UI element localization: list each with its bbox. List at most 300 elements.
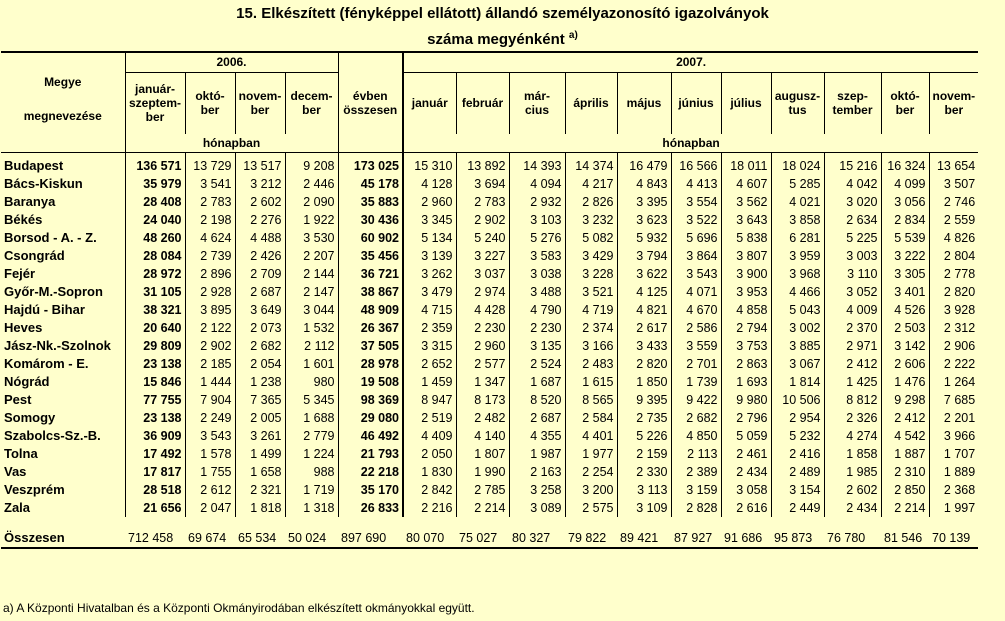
cell-value: 7 904 — [185, 391, 235, 409]
cell-value: 1 990 — [456, 463, 509, 481]
county-name: Tolna — [4, 445, 38, 461]
cell-value: 3 135 — [509, 337, 565, 355]
cell-value: 1 985 — [824, 463, 881, 481]
cell-value: 28 408 — [125, 193, 185, 211]
cell-value: 3 401 — [881, 283, 929, 301]
county-name: Heves — [4, 319, 43, 335]
cell-value: 2 928 — [185, 283, 235, 301]
cell-value: 4 719 — [565, 301, 617, 319]
cell-value: 2 222 — [929, 355, 978, 373]
cell-value: 2 276 — [235, 211, 285, 229]
cell-value: 2 735 — [617, 409, 671, 427]
cell-value: 2 185 — [185, 355, 235, 373]
table-row — [1, 445, 978, 463]
cell-value: 4 071 — [671, 283, 721, 301]
cell-value: 16 479 — [617, 157, 671, 175]
cell-value: 1 858 — [824, 445, 881, 463]
header-2007-col-9: októ- ber — [881, 72, 929, 134]
cell-value: 1 707 — [929, 445, 978, 463]
cell-value: 4 409 — [403, 427, 456, 445]
cell-value: 2 214 — [881, 499, 929, 517]
cell-value: 1 850 — [617, 373, 671, 391]
cell-value: 2 446 — [285, 175, 338, 193]
cell-value: 2 960 — [403, 193, 456, 211]
cell-value: 23 138 — [125, 355, 185, 373]
cell-value: 4 021 — [771, 193, 824, 211]
header-2007-col-7: augusz- tus — [771, 72, 824, 134]
cell-value: 2 906 — [929, 337, 978, 355]
cell-value: 2 783 — [185, 193, 235, 211]
cell-value: 1 224 — [285, 445, 338, 463]
cell-value: 3 530 — [285, 229, 338, 247]
cell-value: 3 543 — [185, 427, 235, 445]
header-2007-col-10: novem- ber — [929, 72, 978, 134]
cell-value: 91 686 — [721, 517, 771, 548]
cell-value: 1 578 — [185, 445, 235, 463]
cell-value: 2 779 — [285, 427, 338, 445]
cell-value: 4 843 — [617, 175, 671, 193]
cell-value: 3 109 — [617, 499, 671, 517]
cell-value: 1 476 — [881, 373, 929, 391]
cell-value: 2 682 — [235, 337, 285, 355]
cell-value: 1 687 — [509, 373, 565, 391]
cell-value: 4 466 — [771, 283, 824, 301]
header-year-2006: 2006. — [125, 52, 338, 72]
table-row — [1, 373, 978, 391]
cell-value: 80 070 — [403, 517, 456, 548]
table-row — [1, 355, 978, 373]
cell-value: 2 434 — [721, 463, 771, 481]
cell-value: 3 003 — [824, 247, 881, 265]
cell-value: 3 139 — [403, 247, 456, 265]
cell-value: 21 793 — [338, 445, 403, 463]
cell-value: 1 997 — [929, 499, 978, 517]
cell-value: 3 543 — [671, 265, 721, 283]
cell-value: 3 315 — [403, 337, 456, 355]
cell-value: 2 050 — [403, 445, 456, 463]
cell-value: 2 682 — [671, 409, 721, 427]
cell-value: 2 090 — [285, 193, 338, 211]
cell-value: 36 721 — [338, 265, 403, 283]
cell-value: 50 024 — [285, 517, 338, 548]
header-megye — [1, 52, 125, 152]
header-2007-col-1: február — [456, 72, 509, 134]
cell-value: 2 416 — [771, 445, 824, 463]
cell-value: 980 — [285, 373, 338, 391]
cell-value: 2 709 — [235, 265, 285, 283]
cell-value: 1 688 — [285, 409, 338, 427]
cell-value: 2 652 — [403, 355, 456, 373]
cell-value: 2 147 — [285, 283, 338, 301]
cell-value: 3 968 — [771, 265, 824, 283]
cell-value: 2 602 — [824, 481, 881, 499]
cell-value: 35 170 — [338, 481, 403, 499]
cell-value: 5 240 — [456, 229, 509, 247]
county-name: Bács-Kiskun — [4, 175, 83, 191]
cell-value: 5 226 — [617, 427, 671, 445]
cell-value: 3 227 — [456, 247, 509, 265]
cell-value: 4 488 — [235, 229, 285, 247]
cell-value: 1 615 — [565, 373, 617, 391]
cell-value: 2 482 — [456, 409, 509, 427]
county-name: Fejér — [4, 265, 36, 281]
cell-value: 30 436 — [338, 211, 403, 229]
cell-value: 69 674 — [185, 517, 235, 548]
cell-value: 3 858 — [771, 211, 824, 229]
cell-value: 2 426 — [235, 247, 285, 265]
cell-value: 18 011 — [721, 157, 771, 175]
table-row — [1, 301, 978, 319]
cell-value: 2 850 — [881, 481, 929, 499]
cell-value: 23 138 — [125, 409, 185, 427]
cell-value: 38 867 — [338, 283, 403, 301]
cell-value: 2 575 — [565, 499, 617, 517]
cell-value: 2 960 — [456, 337, 509, 355]
cell-value: 17 492 — [125, 445, 185, 463]
cell-value: 1 830 — [403, 463, 456, 481]
cell-value: 13 892 — [456, 157, 509, 175]
cell-value: 2 330 — [617, 463, 671, 481]
cell-value: 4 715 — [403, 301, 456, 319]
cell-value: 712 458 — [125, 517, 185, 548]
cell-value: 1 444 — [185, 373, 235, 391]
cell-value: 1 818 — [235, 499, 285, 517]
cell-value: 35 456 — [338, 247, 403, 265]
table-title — [0, 3, 1005, 51]
cell-value: 2 701 — [671, 355, 721, 373]
cell-value: 3 166 — [565, 337, 617, 355]
county-name: Zala — [4, 499, 31, 515]
cell-value: 3 154 — [771, 481, 824, 499]
cell-value: 98 369 — [338, 391, 403, 409]
cell-value: 2 971 — [824, 337, 881, 355]
cell-value: 3 228 — [565, 265, 617, 283]
table-row — [1, 409, 978, 427]
cell-value: 20 640 — [125, 319, 185, 337]
cell-value: 4 858 — [721, 301, 771, 319]
cell-value: 2 606 — [881, 355, 929, 373]
cell-value: 2 207 — [285, 247, 338, 265]
cell-value: 3 900 — [721, 265, 771, 283]
cell-value: 89 421 — [617, 517, 671, 548]
cell-value: 1 347 — [456, 373, 509, 391]
county-name: Borsod - A. - Z. — [4, 229, 97, 245]
cell-value: 2 216 — [403, 499, 456, 517]
cell-value: 1 887 — [881, 445, 929, 463]
cell-value: 3 222 — [881, 247, 929, 265]
cell-value: 3 966 — [929, 427, 978, 445]
cell-value: 4 274 — [824, 427, 881, 445]
county-name: Vas — [4, 463, 27, 479]
cell-value: 1 238 — [235, 373, 285, 391]
cell-value: 2 820 — [617, 355, 671, 373]
cell-value: 9 980 — [721, 391, 771, 409]
cell-value: 2 796 — [721, 409, 771, 427]
header-honapban-2006: hónapban — [125, 134, 338, 152]
cell-value: 3 089 — [509, 499, 565, 517]
cell-value: 5 134 — [403, 229, 456, 247]
cell-value: 2 524 — [509, 355, 565, 373]
cell-value: 2 559 — [929, 211, 978, 229]
cell-value: 1 739 — [671, 373, 721, 391]
cell-value: 7 685 — [929, 391, 978, 409]
cell-value: 3 895 — [185, 301, 235, 319]
cell-value: 48 909 — [338, 301, 403, 319]
header-2007-col-8: szep- tember — [824, 72, 881, 134]
cell-value: 1 719 — [285, 481, 338, 499]
county-name: Csongrád — [4, 247, 65, 263]
cell-value: 2 584 — [565, 409, 617, 427]
cell-value: 2 794 — [721, 319, 771, 337]
cell-value: 2 687 — [509, 409, 565, 427]
header-2007-col-4: május — [617, 72, 671, 134]
header-2007-col-2: már- cius — [509, 72, 565, 134]
county-name: Győr-M.-Sopron — [4, 283, 103, 299]
cell-value: 3 864 — [671, 247, 721, 265]
cell-value: 2 902 — [185, 337, 235, 355]
cell-value: 2 616 — [721, 499, 771, 517]
cell-value: 3 622 — [617, 265, 671, 283]
cell-value: 28 518 — [125, 481, 185, 499]
county-name: Somogy — [4, 409, 56, 425]
table-row — [1, 499, 978, 517]
cell-value: 2 828 — [671, 499, 721, 517]
cell-value: 3 433 — [617, 337, 671, 355]
cell-value: 3 052 — [824, 283, 881, 301]
cell-value: 2 389 — [671, 463, 721, 481]
table-row — [1, 481, 978, 499]
header-megnevezese-label: megnevezése — [23, 109, 102, 124]
cell-value: 2 198 — [185, 211, 235, 229]
cell-value: 3 020 — [824, 193, 881, 211]
cell-value: 1 601 — [285, 355, 338, 373]
cell-value: 3 507 — [929, 175, 978, 193]
cell-value: 2 005 — [235, 409, 285, 427]
cell-value: 24 040 — [125, 211, 185, 229]
cell-value: 26 367 — [338, 319, 403, 337]
cell-value: 3 232 — [565, 211, 617, 229]
cell-value: 81 546 — [881, 517, 929, 548]
cell-value: 5 043 — [771, 301, 824, 319]
table-row — [1, 193, 978, 211]
cell-value: 3 113 — [617, 481, 671, 499]
cell-value: 3 522 — [671, 211, 721, 229]
header-2007-col-0: január — [403, 72, 456, 134]
table-row — [1, 175, 978, 193]
cell-value: 9 298 — [881, 391, 929, 409]
cell-value: 75 027 — [456, 517, 509, 548]
cell-value: 4 217 — [565, 175, 617, 193]
county-name: Összesen — [1, 517, 125, 548]
cell-value: 2 113 — [671, 445, 721, 463]
cell-value: 2 214 — [456, 499, 509, 517]
cell-value: 2 368 — [929, 481, 978, 499]
table-row — [1, 283, 978, 301]
cell-value: 3 562 — [721, 193, 771, 211]
cell-value: 18 024 — [771, 157, 824, 175]
cell-value: 3 262 — [403, 265, 456, 283]
cell-value: 3 643 — [721, 211, 771, 229]
cell-value: 5 285 — [771, 175, 824, 193]
cell-value: 2 586 — [671, 319, 721, 337]
cell-value: 3 559 — [671, 337, 721, 355]
cell-value: 26 833 — [338, 499, 403, 517]
cell-value: 3 649 — [235, 301, 285, 319]
county-name: Jász-Nk.-Szolnok — [4, 337, 111, 353]
cell-value: 4 670 — [671, 301, 721, 319]
table-row — [1, 157, 978, 175]
cell-value: 2 144 — [285, 265, 338, 283]
cell-value: 60 902 — [338, 229, 403, 247]
cell-value: 2 489 — [771, 463, 824, 481]
cell-value: 16 566 — [671, 157, 721, 175]
cell-value: 4 790 — [509, 301, 565, 319]
cell-value: 45 178 — [338, 175, 403, 193]
cell-value: 3 541 — [185, 175, 235, 193]
cell-value: 2 412 — [881, 409, 929, 427]
cell-value: 1 459 — [403, 373, 456, 391]
cell-value: 2 820 — [929, 283, 978, 301]
cell-value: 1 425 — [824, 373, 881, 391]
cell-value: 1 807 — [456, 445, 509, 463]
header-2007-col-5: június — [671, 72, 721, 134]
footnote: a) A Központi Hivatalban és a Központi Okmányirodában elkészített okmányokkal együtt. — [3, 601, 475, 615]
cell-value: 65 534 — [235, 517, 285, 548]
cell-value: 2 449 — [771, 499, 824, 517]
cell-value: 37 505 — [338, 337, 403, 355]
county-name: Komárom - E. — [4, 355, 89, 371]
county-name: Nógrád — [4, 373, 50, 389]
cell-value: 1 318 — [285, 499, 338, 517]
cell-value: 15 846 — [125, 373, 185, 391]
cell-value: 2 842 — [403, 481, 456, 499]
cell-value: 8 812 — [824, 391, 881, 409]
cell-value: 2 310 — [881, 463, 929, 481]
cell-value: 4 526 — [881, 301, 929, 319]
county-name: Baranya — [4, 193, 56, 209]
cell-value: 3 953 — [721, 283, 771, 301]
cell-value: 3 056 — [881, 193, 929, 211]
cell-value: 3 479 — [403, 283, 456, 301]
cell-value: 2 370 — [824, 319, 881, 337]
county-name: Szabolcs-Sz.-B. — [4, 427, 101, 443]
cell-value: 3 429 — [565, 247, 617, 265]
cell-value: 15 216 — [824, 157, 881, 175]
cell-value: 2 617 — [617, 319, 671, 337]
cell-value: 28 978 — [338, 355, 403, 373]
cell-value: 2 359 — [403, 319, 456, 337]
cell-value: 1 264 — [929, 373, 978, 391]
cell-value: 70 139 — [929, 517, 978, 548]
cell-value: 2 374 — [565, 319, 617, 337]
county-name: Veszprém — [4, 481, 65, 497]
cell-value: 1 889 — [929, 463, 978, 481]
cell-value: 3 200 — [565, 481, 617, 499]
header-2006-col-0: január- szeptem- ber — [125, 72, 185, 134]
cell-value: 2 112 — [285, 337, 338, 355]
cell-value: 16 324 — [881, 157, 929, 175]
cell-value: 2 054 — [235, 355, 285, 373]
cell-value: 2 739 — [185, 247, 235, 265]
cell-value: 3 305 — [881, 265, 929, 283]
cell-value: 3 110 — [824, 265, 881, 283]
cell-value: 2 612 — [185, 481, 235, 499]
cell-value: 2 687 — [235, 283, 285, 301]
header-honapban-2007: hónapban — [403, 134, 978, 152]
cell-value: 8 520 — [509, 391, 565, 409]
cell-value: 7 365 — [235, 391, 285, 409]
cell-value: 2 826 — [565, 193, 617, 211]
cell-value: 3 623 — [617, 211, 671, 229]
cell-value: 5 232 — [771, 427, 824, 445]
cell-value: 3 067 — [771, 355, 824, 373]
cell-value: 3 044 — [285, 301, 338, 319]
cell-value: 1 532 — [285, 319, 338, 337]
cell-value: 3 488 — [509, 283, 565, 301]
cell-value: 136 571 — [125, 157, 185, 175]
cell-value: 5 276 — [509, 229, 565, 247]
cell-value: 9 395 — [617, 391, 671, 409]
cell-value: 5 696 — [671, 229, 721, 247]
cell-value: 13 654 — [929, 157, 978, 175]
header-2006-col-3: decem- ber — [285, 72, 338, 134]
cell-value: 2 863 — [721, 355, 771, 373]
cell-value: 17 817 — [125, 463, 185, 481]
title-line-1: 15. Elkészített (fényképpel ellátott) állandó személyazonosító igazolványok — [236, 5, 769, 22]
table-row — [1, 463, 978, 481]
cell-value: 4 624 — [185, 229, 235, 247]
table-row — [1, 211, 978, 229]
data-table — [1, 51, 978, 549]
cell-value: 14 393 — [509, 157, 565, 175]
cell-value: 4 140 — [456, 427, 509, 445]
cell-value: 897 690 — [338, 517, 403, 548]
cell-value: 5 838 — [721, 229, 771, 247]
header-megye-label: Megye — [44, 75, 82, 90]
county-name: Hajdú - Bihar — [4, 301, 85, 317]
cell-value: 5 082 — [565, 229, 617, 247]
table-row — [1, 427, 978, 445]
cell-value: 2 230 — [456, 319, 509, 337]
cell-value: 5 225 — [824, 229, 881, 247]
cell-value: 3 002 — [771, 319, 824, 337]
cell-value: 4 428 — [456, 301, 509, 319]
cell-value: 3 258 — [509, 481, 565, 499]
cell-value: 2 932 — [509, 193, 565, 211]
cell-value: 2 974 — [456, 283, 509, 301]
cell-value: 77 755 — [125, 391, 185, 409]
cell-value: 2 159 — [617, 445, 671, 463]
cell-value: 35 883 — [338, 193, 403, 211]
county-name: Pest — [4, 391, 32, 407]
cell-value: 3 694 — [456, 175, 509, 193]
county-name: Békés — [4, 211, 43, 227]
cell-value: 3 807 — [721, 247, 771, 265]
cell-value: 76 780 — [824, 517, 881, 548]
cell-value: 2 785 — [456, 481, 509, 499]
table-row — [1, 265, 978, 283]
cell-value: 8 173 — [456, 391, 509, 409]
cell-value: 2 254 — [565, 463, 617, 481]
cell-value: 2 804 — [929, 247, 978, 265]
cell-value: 4 607 — [721, 175, 771, 193]
cell-value: 4 009 — [824, 301, 881, 319]
table-row — [1, 337, 978, 355]
cell-value: 2 783 — [456, 193, 509, 211]
header-evben-osszesen: évben összesen — [338, 72, 403, 134]
cell-value: 2 412 — [824, 355, 881, 373]
cell-value: 3 794 — [617, 247, 671, 265]
